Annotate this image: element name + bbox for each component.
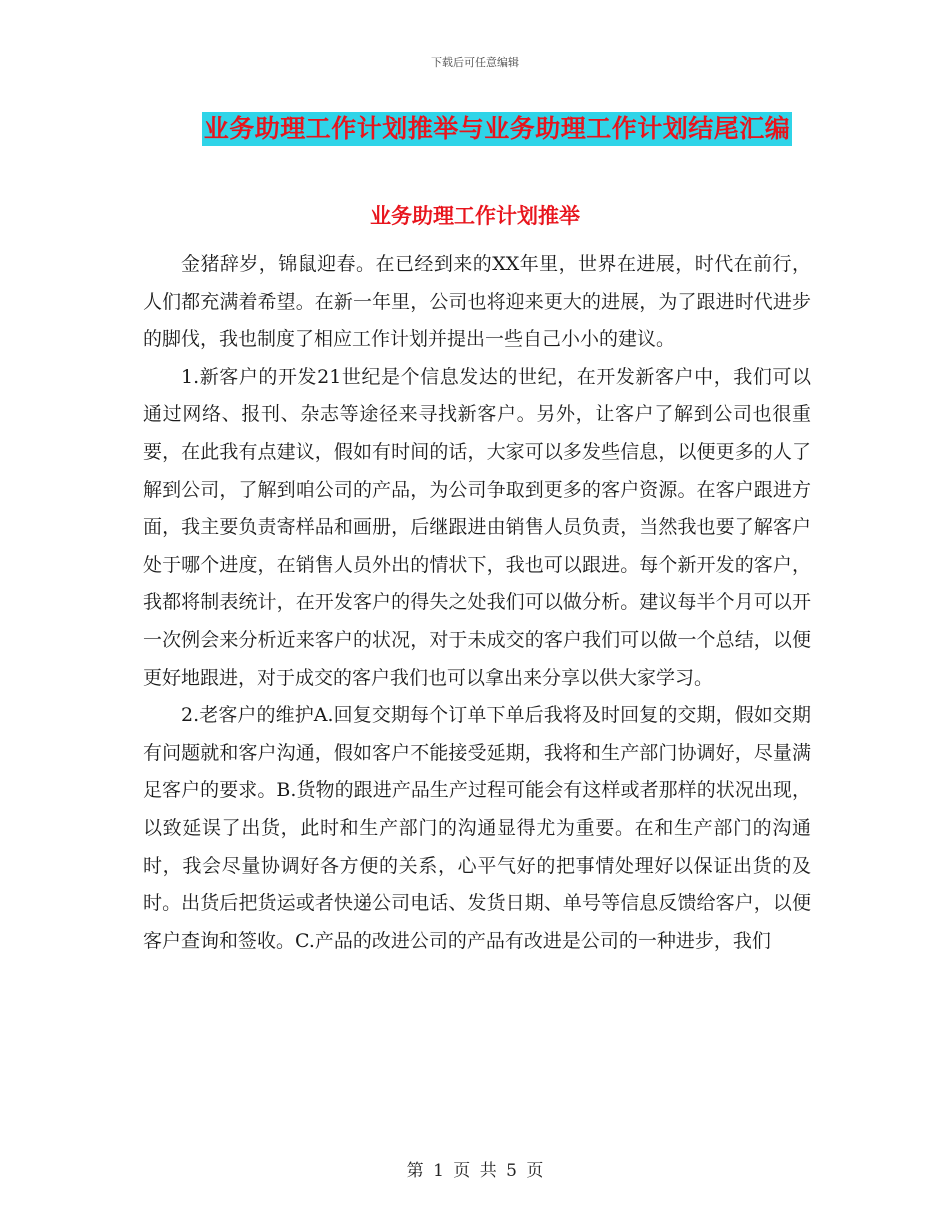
page-header-note: 下载后可任意编辑 bbox=[431, 56, 519, 69]
document-body bbox=[143, 246, 811, 960]
document-title: 业务助理工作计划推举与业务助理工作计划结尾汇编 bbox=[202, 112, 793, 146]
paragraph-intro: 金猪辞岁，锦鼠迎春。在已经到来的XX年里，世界在进展，时代在前行，人们都充满着希望。在新一年里，公司也将迎来更大的进展，为了跟进时代进步的脚伐，我也制度了相应工作计划并提出一些自己小小的建议。 bbox=[143, 253, 811, 351]
page-number-footer: 第 1 页 共 5 页 bbox=[406, 1161, 544, 1181]
paragraph-old-clients: 2.老客户的维护A.回复交期每个订单下单后我将及时回复的交期，假如交期有问题就和客户沟通，假如客户不能接受延期，我将和生产部门协调好，尽量满足客户的要求。B.货物的跟进产品生产过程可能会有这样或者那样的状况出现，以致延误了出货，此时和生产部门的沟通显得尤为重要。在和生产部门的沟通时，我会尽量协调好各方便的关系，心平气好的把事情处理好以保证出货的及时。出货后把货运或者快递公司电话、发货日期、单号等信息反馈给客户，以便客户查询和签收。C.产品的改进公司的产品有改进是公司的一种进步，我们 bbox=[143, 704, 811, 952]
paragraph-new-clients: 1.新客户的开发21世纪是个信息发达的世纪，在开发新客户中，我们可以通过网络、报刊、杂志等途径来寻找新客户。另外，让客户了解到公司也很重要，在此我有点建议，假如有时间的话，大家可以多发些信息，以便更多的人了解到公司，了解到咱公司的产品，为公司争取到更多的客户资源。在客户跟进方面，我主要负责寄样品和画册，后继跟进由销售人员负责，当然我也要了解客户处于哪个进度，在销售人员外出的情状下，我也可以跟进。每个新开发的客户，我都将制表统计，在开发客户的得失之处我们可以做分析。建议每半个月可以开一次例会来分析近来客户的状况，对于未成交的客户我们可以做一个总结，以便更好地跟进，对于成交的客户我们也可以拿出来分享以供大家学习。 bbox=[143, 365, 811, 689]
section-title: 业务助理工作计划推举 bbox=[370, 204, 580, 228]
document-title-container bbox=[0, 112, 950, 146]
